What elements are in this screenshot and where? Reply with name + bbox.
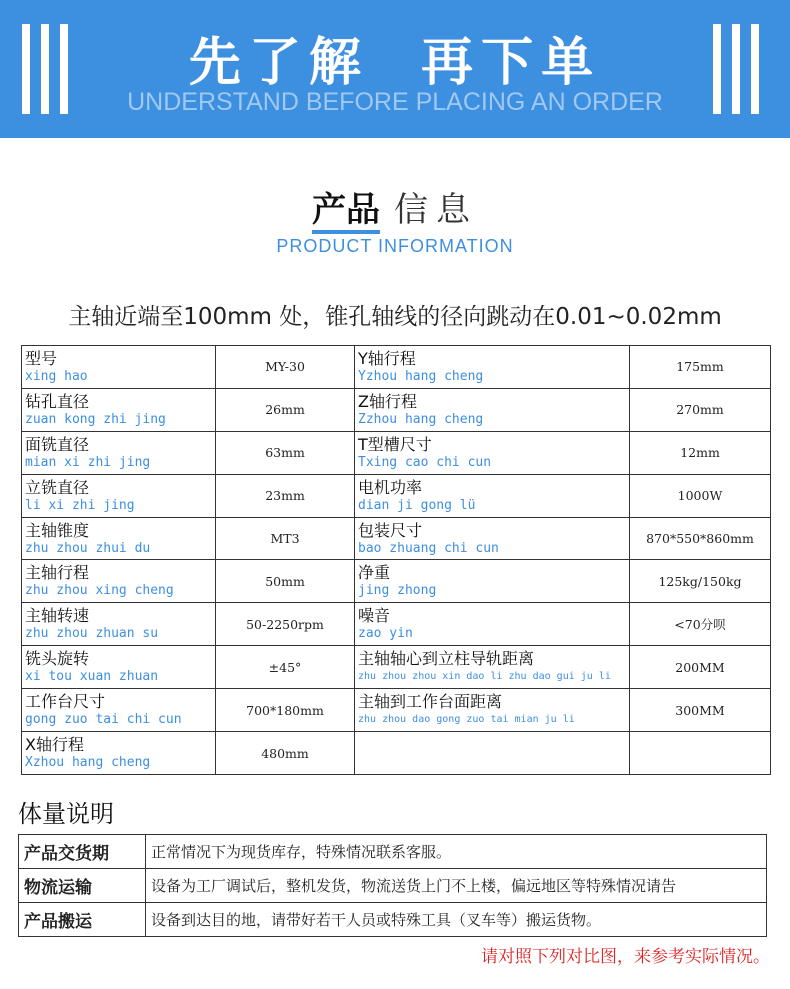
spec-name-cell [22,346,216,389]
spec-name: 电机功率 [358,477,423,497]
spec-name-cell [22,388,216,431]
spec-value: 125kg/150kg [630,560,771,603]
spec-name: 主轴到工作台面距离 [358,692,503,712]
spec-name: 面铣直径 [25,434,90,454]
shipping-key: 产品交货期 [19,835,146,869]
table-row [22,517,771,560]
spec-name-cell [355,560,630,603]
spec-name: 铣头旋转 [25,649,90,669]
spec-value [630,732,771,775]
spec-name-cell [355,388,630,431]
footer-note: 请对照下列对比图，来参考实际情况。 [481,947,770,967]
spec-value: 50mm [216,560,355,603]
spec-name: 主轴轴心到立柱导轨距离 [358,649,535,669]
spec-value: ±45° [216,646,355,689]
spec-pinyin: zhu zhou zhui du [25,540,151,556]
spec-name: 主轴转速 [25,606,90,626]
spec-value: 23mm [216,474,355,517]
table-row [22,732,771,775]
spec-pinyin: zhu zhou xing cheng [25,583,174,599]
section-title-light: 信息 [394,190,478,230]
spec-pinyin: Xzhou hang cheng [25,755,151,770]
spec-name-cell [22,689,216,732]
table-row [22,689,771,732]
spec-value: 50-2250rpm [216,603,355,646]
spec-name: 型号 [25,348,58,368]
spec-name: 立铣直径 [25,477,90,497]
spec-name-cell [22,732,216,775]
spec-name: 净重 [358,563,391,583]
table-row [22,646,771,689]
shipping-value: 设备为工厂调试后，整机发货，物流送货上门不上楼，偏远地区等特殊情况请告 [146,869,767,903]
table-row [19,903,767,937]
spec-pinyin: mian xi zhi jing [25,454,151,470]
spec-name-cell [355,689,630,732]
spec-table [21,345,771,775]
spec-value: 270mm [630,388,771,431]
spec-value: 1000W [630,474,771,517]
table-row [22,560,771,603]
spec-value: <70分呗 [630,603,771,646]
spec-name: 噪音 [358,606,391,626]
spec-value: 870*550*860mm [630,517,771,560]
spec-name-cell [22,603,216,646]
shipping-table [18,834,767,937]
shipping-key: 物流运输 [19,869,146,903]
spec-name-cell [22,431,216,474]
spec-pinyin: zhu zhou dao gong zuo tai mian ju li [358,714,575,726]
spec-name: T型槽尺寸 [358,434,432,454]
table-row [19,835,767,869]
spec-name: 钻孔直径 [25,391,90,411]
spec-pinyin: jing zhong [358,583,437,599]
spec-name: 包装尺寸 [358,520,423,540]
spec-name: 主轴行程 [25,563,90,583]
spec-value: MT3 [216,517,355,560]
spec-name-cell [355,732,630,775]
spec-name-cell [355,474,630,517]
spec-value: 63mm [216,431,355,474]
banner-subtitle: UNDERSTAND BEFORE PLACING AN ORDER [127,88,663,116]
spec-name: 工作台尺寸 [25,692,106,712]
spec-value: 300MM [630,689,771,732]
spec-name-cell [355,517,630,560]
spec-name-cell [22,646,216,689]
spec-name: 主轴锥度 [25,520,90,540]
table-row [22,346,771,389]
table-row [22,431,771,474]
spec-value: MY-30 [216,346,355,389]
spec-pinyin: zhu zhou zhuan su [25,626,159,642]
spec-pinyin: zuan kong zhi jing [25,411,166,427]
spec-pinyin: li xi zhi jing [25,497,135,513]
spec-name-cell [355,603,630,646]
spec-name: Z轴行程 [358,391,417,411]
spec-pinyin: dian ji gong lü [358,497,476,513]
shipping-value: 正常情况下为现货库存，特殊情况联系客服。 [146,835,767,869]
spec-pinyin: xing hao [25,368,88,384]
spec-name: X轴行程 [25,735,84,754]
spec-name-cell [22,474,216,517]
spec-name-cell [355,431,630,474]
table-row [19,869,767,903]
spec-pinyin: zhu zhou zhou xin dao li zhu dao gui ju li [358,671,611,683]
section-subtitle: PRODUCT INFORMATION [276,236,514,256]
shipping-value: 设备到达目的地，请带好若干人员或特殊工具（叉车等）搬运货物。 [146,903,767,937]
spindle-note: 主轴近端至100mm 处，锥孔轴线的径向跳动在0.01~0.02mm [68,304,722,330]
spec-pinyin: xi tou xuan zhuan [25,669,159,685]
section-title [0,182,790,231]
spec-pinyin: gong zuo tai chi cun [25,712,182,728]
spec-value: 700*180mm [216,689,355,732]
spec-value: 26mm [216,388,355,431]
volume-title: 体量说明 [18,800,114,828]
spec-name-cell [355,346,630,389]
table-row [22,388,771,431]
spec-value: 480mm [216,732,355,775]
section-title-bold: 产品 [312,190,380,234]
spec-pinyin: Txing cao chi cun [358,454,492,470]
table-row [22,603,771,646]
spec-name-cell [22,517,216,560]
spec-pinyin: bao zhuang chi cun [358,540,499,556]
spec-value: 12mm [630,431,771,474]
spec-name: Y轴行程 [358,348,416,368]
shipping-key: 产品搬运 [19,903,146,937]
table-row [22,474,771,517]
spec-value: 200MM [630,646,771,689]
spec-name-cell [22,560,216,603]
spec-name-cell [355,646,630,689]
spec-pinyin: Zzhou hang cheng [358,411,484,427]
spec-value: 175mm [630,346,771,389]
banner-title: 先了解 再下单 [188,33,602,93]
spec-pinyin: Yzhou hang cheng [358,368,484,384]
spec-pinyin: zao yin [358,626,413,642]
header-banner [0,0,790,138]
